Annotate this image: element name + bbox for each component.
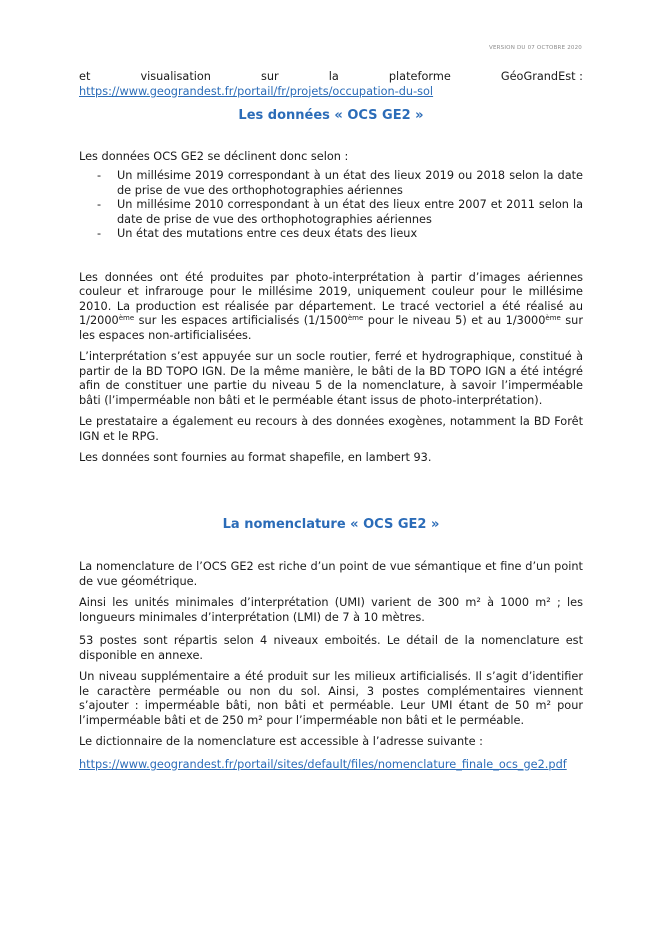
paragraph: Le dictionnaire de la nomenclature est accessible à l’adresse suivante : [79,735,483,748]
paragraph: Un niveau supplémentaire a été produit sur les milieux artificialisés. Il s’agit d’identifier le caractère perméable ou non du sol. Ainsi, 3 postes complémentaires viennent s’ajouter : imperméable bâti, non bâti et perméable. Leur UMI étant de 50 m² pour l’imperméable bâti et de 250 m² pour l’imperméable non bâti et le perméable. [79,670,583,727]
intro-word: et [79,70,91,83]
document-body [79,70,583,772]
intro-word: visualisation [140,70,211,83]
intro-word: GéoGrandEst : [500,70,583,83]
paragraph: 53 postes sont répartis selon 4 niveaux emboités. Le détail de la nomenclature est disponible en annexe. [79,634,583,662]
occupation-du-sol-link[interactable]: https://www.geograndest.fr/portail/fr/projets/occupation-du-sol [79,84,434,98]
list-item: - Un état des mutations entre ces deux états des lieux [79,227,583,242]
section-title-donnees: Les données « OCS GE2 » [238,108,424,123]
paragraph: La nomenclature de l’OCS GE2 est riche d’un point de vue sémantique et fine d’un point de vue géométrique. [79,560,583,588]
millesime-list [79,169,583,242]
paragraph: Les données OCS GE2 se déclinent donc selon : [79,149,349,163]
intro-line [79,70,583,85]
list-item: - Un millésime 2010 correspondant à un état des lieux entre 2007 et 2011 selon la date de prise de vue des orthophotographies aériennes [79,198,583,227]
paragraph: Ainsi les unités minimales d’interprétation (UMI) varient de 300 m² à 1000 m² ; les longueurs minimales d’interprétation (LMI) de 7 à 10 mètres. [79,596,583,624]
paragraph [79,758,583,773]
version-header: VERSION DU 07 OCTOBRE 2020 [489,45,582,51]
paragraph: Les données ont été produites par photo-interprétation à partir d’images aériennes couleur et infrarouge pour le millésime 2019, uniquement couleur pour le millésime 2010. La production est réalisée par département. Le tracé vectoriel a été réalisé au 1/2000ème sur les espaces artificialisés (1/1500ème pour le niveau 5) et au 1/3000ème sur les espaces non-artificialisées. [79,270,583,342]
intro-word: la [328,70,339,83]
paragraph: L’interprétation s’est appuyée sur un socle routier, ferré et hydrographique, constitué à partir de la BD TOPO IGN. De la même manière, le bâti de la BD TOPO IGN a été intégré afin de constituer une partie du niveau 5 de la nomenclature, à savoir l’imperméable bâti (l’imperméable non bâti et le perméable étant issus de photo-interprétation). [79,350,583,407]
list-item: - Un millésime 2019 correspondant à un état des lieux 2019 ou 2018 selon la date de prise de vue des orthophotographies aériennes [79,169,583,198]
intro-word: plateforme [388,70,451,83]
section-title-nomenclature: La nomenclature « OCS GE2 » [222,516,440,532]
intro-word: sur [261,70,279,83]
nomenclature-pdf-link[interactable]: https://www.geograndest.fr/portail/sites/default/files/nomenclature_finale_ocs_ge2.pdf [79,757,567,771]
paragraph: Les données sont fournies au format shapefile, en lambert 93. [79,451,432,464]
paragraph: Le prestataire a également eu recours à des données exogènes, notamment la BD Forêt IGN et le RPG. [79,415,583,443]
